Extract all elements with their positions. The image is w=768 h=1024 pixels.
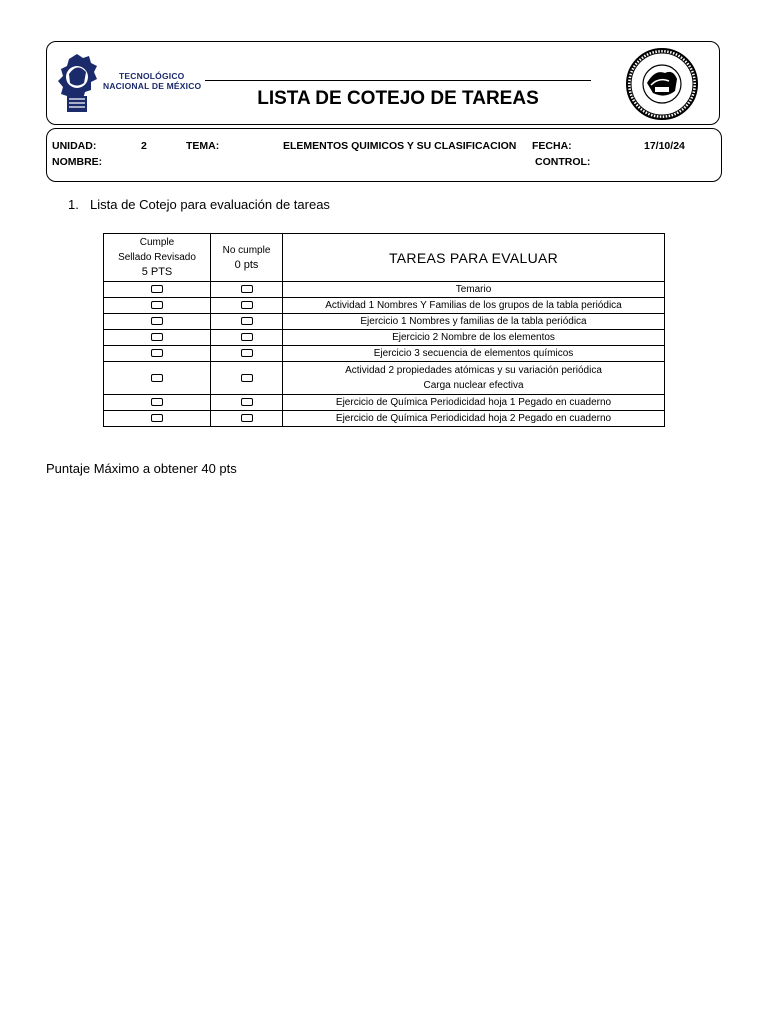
list-title-text: Lista de Cotejo para evaluación de tareas [90,197,330,212]
list-number: 1. [68,197,79,212]
task-cell: Ejercicio de Química Periodicidad hoja 1 Pegado en cuaderno [283,395,665,411]
task-cell: Ejercicio 3 secuencia de elementos químicos [283,346,665,362]
table-row [104,298,665,314]
unidad-label: UNIDAD: [52,140,97,152]
no-cumple-column-header [211,234,283,282]
header-divider [205,80,591,81]
no-cumple-cell[interactable] [211,395,283,411]
cumple-checkbox[interactable] [151,374,163,382]
task-cell: Ejercicio 1 Nombres y familias de la tabla periódica [283,314,665,330]
no-cumple-cell[interactable] [211,298,283,314]
cumple-cell[interactable] [104,362,211,395]
no-cumple-checkbox[interactable] [241,317,253,325]
fecha-value: 17/10/24 [644,140,685,152]
task-cell [283,362,665,395]
table-header-row [104,234,665,282]
info-box [46,128,722,182]
cumple-checkbox[interactable] [151,285,163,293]
cumple-cell[interactable] [104,282,211,298]
table-row [104,282,665,298]
no-cumple-cell[interactable] [211,362,283,395]
no-cumple-cell[interactable] [211,282,283,298]
task-cell: Ejercicio 2 Nombre de los elementos [283,330,665,346]
cumple-points: 5 PTS [141,266,173,278]
document-header [46,41,720,125]
no-cumple-checkbox[interactable] [241,374,253,382]
cumple-cell[interactable] [104,314,211,330]
sellado-label: Sellado Revisado [118,252,196,263]
no-cumple-checkbox[interactable] [241,333,253,341]
cumple-column-header [104,234,211,282]
cumple-checkbox[interactable] [151,414,163,422]
table-row [104,362,665,395]
no-cumple-cell[interactable] [211,411,283,427]
max-score-text: Puntaje Máximo a obtener 40 pts [46,461,237,476]
cumple-checkbox[interactable] [151,301,163,309]
fecha-label: FECHA: [532,140,572,152]
table-row [104,395,665,411]
table-row [104,346,665,362]
no-cumple-checkbox[interactable] [241,285,253,293]
page-title: LISTA DE COTEJO DE TAREAS [257,88,539,109]
cumple-cell[interactable] [104,298,211,314]
no-cumple-checkbox[interactable] [241,349,253,357]
table-row [104,330,665,346]
task-cell: Ejercicio de Química Periodicidad hoja 2 Pegado en cuaderno [283,411,665,427]
institution-name [103,71,201,91]
cumple-checkbox[interactable] [151,333,163,341]
table-row [104,314,665,330]
cumple-cell[interactable] [104,411,211,427]
nombre-label: NOMBRE: [52,156,103,168]
institution-line-1: TECNOLÓGICO [119,71,185,81]
cumple-checkbox[interactable] [151,317,163,325]
no-cumple-checkbox[interactable] [241,398,253,406]
task-line-1: Actividad 2 propiedades atómicas y su variación periódica [345,365,602,376]
institution-seal-icon [625,47,699,121]
unidad-value: 2 [141,140,147,152]
cumple-cell[interactable] [104,395,211,411]
tecnm-logo-icon [55,52,99,114]
table-row [104,411,665,427]
no-cumple-cell[interactable] [211,346,283,362]
cumple-checkbox[interactable] [151,398,163,406]
no-cumple-cell[interactable] [211,314,283,330]
tema-label: TEMA: [186,140,220,152]
institution-line-2: NACIONAL DE MÉXICO [103,81,202,91]
tasks-column-header: TAREAS PARA EVALUAR [283,234,665,282]
section-heading [68,197,330,212]
no-cumple-cell[interactable] [211,330,283,346]
cumple-cell[interactable] [104,346,211,362]
no-cumple-points: 0 pts [234,258,259,271]
task-cell: Temario [283,282,665,298]
cumple-cell[interactable] [104,330,211,346]
checklist-table [103,233,665,427]
control-label: CONTROL: [535,156,591,168]
task-cell: Actividad 1 Nombres Y Familias de los grupos de la tabla periódica [283,298,665,314]
cumple-checkbox[interactable] [151,349,163,357]
no-cumple-checkbox[interactable] [241,414,253,422]
task-line-2: Carga nuclear efectiva [423,380,524,391]
no-cumple-checkbox[interactable] [241,301,253,309]
cumple-label: Cumple [139,237,175,248]
tema-value: ELEMENTOS QUIMICOS Y SU CLASIFICACION [283,140,517,152]
no-cumple-label: No cumple [222,244,271,256]
